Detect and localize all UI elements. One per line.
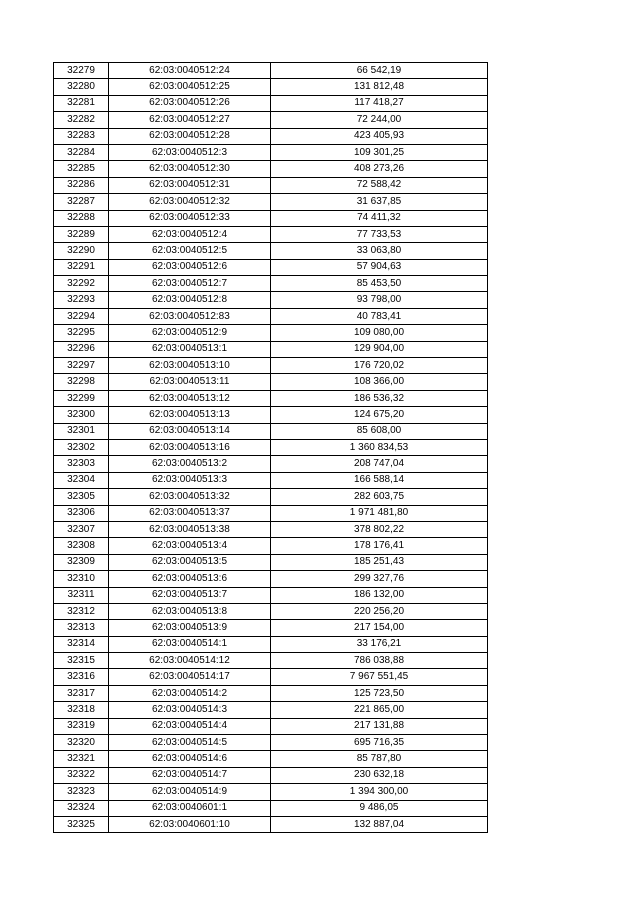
table-row (54, 259, 488, 275)
value-cell: 9 486,05 (271, 800, 488, 816)
table-row (54, 489, 488, 505)
table-row (54, 423, 488, 439)
table-row (54, 587, 488, 603)
row-number-cell: 32296 (54, 341, 109, 357)
row-number-cell: 32306 (54, 505, 109, 521)
value-cell: 423 405,93 (271, 128, 488, 144)
row-number-cell: 32317 (54, 685, 109, 701)
value-cell: 695 716,35 (271, 735, 488, 751)
table-row (54, 784, 488, 800)
row-number-cell: 32320 (54, 735, 109, 751)
cadastral-number-cell: 62:03:0040512:32 (109, 194, 271, 210)
row-number-cell: 32294 (54, 308, 109, 324)
row-number-cell: 32325 (54, 816, 109, 832)
cadastral-number-cell: 62:03:0040514:12 (109, 653, 271, 669)
value-cell: 220 256,20 (271, 603, 488, 619)
cadastral-number-cell: 62:03:0040514:17 (109, 669, 271, 685)
table-row (54, 538, 488, 554)
value-cell: 221 865,00 (271, 702, 488, 718)
value-cell: 186 132,00 (271, 587, 488, 603)
row-number-cell: 32316 (54, 669, 109, 685)
table-row (54, 472, 488, 488)
table-row (54, 669, 488, 685)
value-cell: 85 608,00 (271, 423, 488, 439)
table-row (54, 718, 488, 734)
table-row (54, 767, 488, 783)
table-row (54, 128, 488, 144)
value-cell: 109 301,25 (271, 144, 488, 160)
table-row (54, 735, 488, 751)
value-cell: 1 394 300,00 (271, 784, 488, 800)
table-row (54, 144, 488, 160)
cadastral-number-cell: 62:03:0040512:7 (109, 276, 271, 292)
row-number-cell: 32305 (54, 489, 109, 505)
table-row (54, 685, 488, 701)
cadastral-number-cell: 62:03:0040512:33 (109, 210, 271, 226)
cadastral-number-cell: 62:03:0040513:16 (109, 439, 271, 455)
value-cell: 85 453,50 (271, 276, 488, 292)
value-cell: 186 536,32 (271, 390, 488, 406)
value-cell: 217 154,00 (271, 620, 488, 636)
value-cell: 408 273,26 (271, 161, 488, 177)
row-number-cell: 32286 (54, 177, 109, 193)
table-row (54, 95, 488, 111)
value-cell: 77 733,53 (271, 226, 488, 242)
value-cell: 131 812,48 (271, 79, 488, 95)
cadastral-number-cell: 62:03:0040512:4 (109, 226, 271, 242)
cadastral-number-cell: 62:03:0040514:5 (109, 735, 271, 751)
table-row (54, 800, 488, 816)
value-cell: 132 887,04 (271, 816, 488, 832)
value-cell: 108 366,00 (271, 374, 488, 390)
table-row (54, 194, 488, 210)
row-number-cell: 32300 (54, 407, 109, 423)
cadastral-number-cell: 62:03:0040513:8 (109, 603, 271, 619)
value-cell: 282 603,75 (271, 489, 488, 505)
cadastral-number-cell: 62:03:0040513:11 (109, 374, 271, 390)
row-number-cell: 32292 (54, 276, 109, 292)
cadastral-number-cell: 62:03:0040513:14 (109, 423, 271, 439)
cadastral-number-cell: 62:03:0040513:12 (109, 390, 271, 406)
cadastral-number-cell: 62:03:0040601:10 (109, 816, 271, 832)
row-number-cell: 32310 (54, 571, 109, 587)
table-row (54, 210, 488, 226)
cadastral-number-cell: 62:03:0040513:6 (109, 571, 271, 587)
value-cell: 33 063,80 (271, 243, 488, 259)
table-row (54, 505, 488, 521)
cadastral-number-cell: 62:03:0040514:1 (109, 636, 271, 652)
value-cell: 57 904,63 (271, 259, 488, 275)
table-row (54, 816, 488, 832)
row-number-cell: 32288 (54, 210, 109, 226)
table-row (54, 112, 488, 128)
row-number-cell: 32313 (54, 620, 109, 636)
table-row (54, 79, 488, 95)
table-body (54, 63, 488, 833)
cadastral-number-cell: 62:03:0040513:4 (109, 538, 271, 554)
table-row (54, 161, 488, 177)
table-row (54, 571, 488, 587)
cadastral-number-cell: 62:03:0040513:32 (109, 489, 271, 505)
value-cell: 7 967 551,45 (271, 669, 488, 685)
value-cell: 33 176,21 (271, 636, 488, 652)
value-cell: 66 542,19 (271, 63, 488, 79)
row-number-cell: 32312 (54, 603, 109, 619)
row-number-cell: 32301 (54, 423, 109, 439)
row-number-cell: 32314 (54, 636, 109, 652)
value-cell: 40 783,41 (271, 308, 488, 324)
table-row (54, 276, 488, 292)
value-cell: 1 360 834,53 (271, 439, 488, 455)
cadastral-number-cell: 62:03:0040513:2 (109, 456, 271, 472)
cadastral-number-cell: 62:03:0040512:8 (109, 292, 271, 308)
table-row (54, 636, 488, 652)
table-row (54, 325, 488, 341)
cadastral-number-cell: 62:03:0040514:2 (109, 685, 271, 701)
table-row (54, 226, 488, 242)
cadastral-number-cell: 62:03:0040512:26 (109, 95, 271, 111)
value-cell: 786 038,88 (271, 653, 488, 669)
row-number-cell: 32289 (54, 226, 109, 242)
cadastral-number-cell: 62:03:0040513:13 (109, 407, 271, 423)
value-cell: 117 418,27 (271, 95, 488, 111)
cadastral-number-cell: 62:03:0040512:30 (109, 161, 271, 177)
value-cell: 31 637,85 (271, 194, 488, 210)
value-cell: 72 244,00 (271, 112, 488, 128)
table-row (54, 407, 488, 423)
row-number-cell: 32297 (54, 358, 109, 374)
value-cell: 85 787,80 (271, 751, 488, 767)
row-number-cell: 32279 (54, 63, 109, 79)
row-number-cell: 32285 (54, 161, 109, 177)
table-row (54, 751, 488, 767)
cadastral-number-cell: 62:03:0040513:5 (109, 554, 271, 570)
cadastral-number-cell: 62:03:0040601:1 (109, 800, 271, 816)
table-row (54, 702, 488, 718)
cadastral-number-cell: 62:03:0040513:1 (109, 341, 271, 357)
value-cell: 378 802,22 (271, 521, 488, 537)
cadastral-number-cell: 62:03:0040513:10 (109, 358, 271, 374)
cadastral-number-cell: 62:03:0040514:4 (109, 718, 271, 734)
value-cell: 166 588,14 (271, 472, 488, 488)
value-cell: 125 723,50 (271, 685, 488, 701)
cadastral-number-cell: 62:03:0040512:25 (109, 79, 271, 95)
row-number-cell: 32315 (54, 653, 109, 669)
value-cell: 1 971 481,80 (271, 505, 488, 521)
row-number-cell: 32281 (54, 95, 109, 111)
value-cell: 109 080,00 (271, 325, 488, 341)
table-row (54, 358, 488, 374)
cadastral-number-cell: 62:03:0040512:6 (109, 259, 271, 275)
row-number-cell: 32282 (54, 112, 109, 128)
table-row (54, 554, 488, 570)
cadastral-number-cell: 62:03:0040514:9 (109, 784, 271, 800)
cadastral-number-cell: 62:03:0040514:6 (109, 751, 271, 767)
table-row (54, 341, 488, 357)
table-row (54, 292, 488, 308)
value-cell: 93 798,00 (271, 292, 488, 308)
row-number-cell: 32298 (54, 374, 109, 390)
row-number-cell: 32321 (54, 751, 109, 767)
row-number-cell: 32318 (54, 702, 109, 718)
row-number-cell: 32302 (54, 439, 109, 455)
row-number-cell: 32284 (54, 144, 109, 160)
row-number-cell: 32304 (54, 472, 109, 488)
value-cell: 72 588,42 (271, 177, 488, 193)
value-cell: 208 747,04 (271, 456, 488, 472)
row-number-cell: 32307 (54, 521, 109, 537)
value-cell: 176 720,02 (271, 358, 488, 374)
cadastral-number-cell: 62:03:0040514:7 (109, 767, 271, 783)
row-number-cell: 32287 (54, 194, 109, 210)
row-number-cell: 32299 (54, 390, 109, 406)
row-number-cell: 32311 (54, 587, 109, 603)
cadastral-value-table (53, 62, 488, 833)
value-cell: 185 251,43 (271, 554, 488, 570)
row-number-cell: 32322 (54, 767, 109, 783)
cadastral-number-cell: 62:03:0040513:3 (109, 472, 271, 488)
table-row (54, 177, 488, 193)
cadastral-number-cell: 62:03:0040512:28 (109, 128, 271, 144)
value-cell: 129 904,00 (271, 341, 488, 357)
cadastral-number-cell: 62:03:0040513:37 (109, 505, 271, 521)
cadastral-number-cell: 62:03:0040512:3 (109, 144, 271, 160)
value-cell: 230 632,18 (271, 767, 488, 783)
table-row (54, 243, 488, 259)
cadastral-number-cell: 62:03:0040512:5 (109, 243, 271, 259)
cadastral-number-cell: 62:03:0040513:7 (109, 587, 271, 603)
table-row (54, 603, 488, 619)
cadastral-number-cell: 62:03:0040512:27 (109, 112, 271, 128)
cadastral-number-cell: 62:03:0040513:38 (109, 521, 271, 537)
value-cell: 74 411,32 (271, 210, 488, 226)
value-cell: 178 176,41 (271, 538, 488, 554)
table-row (54, 653, 488, 669)
cadastral-number-cell: 62:03:0040513:9 (109, 620, 271, 636)
value-cell: 124 675,20 (271, 407, 488, 423)
row-number-cell: 32324 (54, 800, 109, 816)
cadastral-number-cell: 62:03:0040512:9 (109, 325, 271, 341)
row-number-cell: 32291 (54, 259, 109, 275)
row-number-cell: 32280 (54, 79, 109, 95)
table-row (54, 63, 488, 79)
row-number-cell: 32293 (54, 292, 109, 308)
table-row (54, 390, 488, 406)
row-number-cell: 32323 (54, 784, 109, 800)
value-cell: 217 131,88 (271, 718, 488, 734)
row-number-cell: 32283 (54, 128, 109, 144)
cadastral-number-cell: 62:03:0040512:24 (109, 63, 271, 79)
row-number-cell: 32309 (54, 554, 109, 570)
value-cell: 299 327,76 (271, 571, 488, 587)
table-row (54, 308, 488, 324)
row-number-cell: 32295 (54, 325, 109, 341)
row-number-cell: 32319 (54, 718, 109, 734)
table-row (54, 439, 488, 455)
row-number-cell: 32303 (54, 456, 109, 472)
table-row (54, 456, 488, 472)
row-number-cell: 32290 (54, 243, 109, 259)
row-number-cell: 32308 (54, 538, 109, 554)
table-row (54, 521, 488, 537)
cadastral-number-cell: 62:03:0040512:31 (109, 177, 271, 193)
cadastral-number-cell: 62:03:0040514:3 (109, 702, 271, 718)
table-row (54, 620, 488, 636)
cadastral-number-cell: 62:03:0040512:83 (109, 308, 271, 324)
table-row (54, 374, 488, 390)
